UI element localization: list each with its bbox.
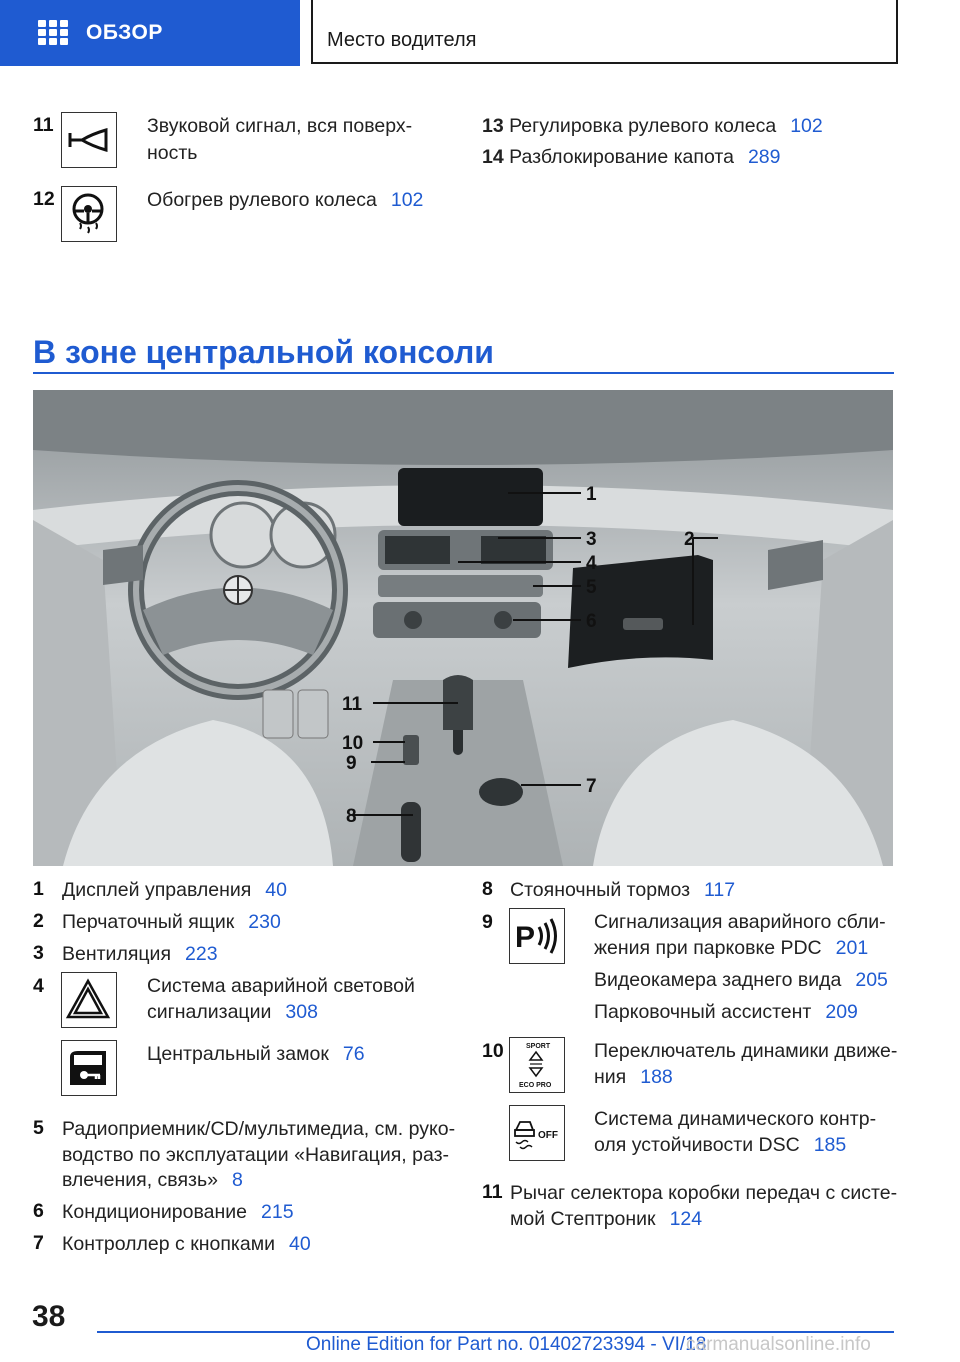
- section-title: Место водителя: [327, 29, 477, 51]
- legend-item: Центральный замок 76: [147, 1043, 365, 1065]
- page-link[interactable]: 209: [825, 1001, 858, 1023]
- page-link[interactable]: 188: [640, 1066, 673, 1088]
- legend-number: 11: [482, 1181, 503, 1203]
- callout-5: 5: [586, 577, 597, 598]
- legend-item: Контроллер с кнопками 40: [62, 1233, 311, 1255]
- page-link[interactable]: 308: [285, 1001, 318, 1023]
- item-number: 11: [33, 114, 54, 136]
- legend-item-line: Радиоприемник/CD/мультимедиа, см. руко-: [62, 1118, 456, 1140]
- page-link[interactable]: 205: [855, 969, 888, 991]
- legend-item: ния 188: [594, 1066, 673, 1088]
- svg-text:ECO PRO: ECO PRO: [519, 1082, 552, 1089]
- hazard-warning-icon: [61, 972, 117, 1028]
- callout-2: 2: [684, 529, 695, 550]
- section-header: [311, 0, 898, 64]
- legend-item-line: Рычаг селектора коробки передач с систе-: [510, 1182, 898, 1204]
- page-number: 38: [32, 1300, 66, 1333]
- legend-item: Видеокамера заднего вида 205: [594, 969, 888, 991]
- legend-item-line: Переключатель динамики движе-: [594, 1040, 898, 1062]
- item-text: Обогрев рулевого колеса 102: [147, 189, 424, 211]
- legend-item: Дисплей управления 40: [62, 879, 287, 901]
- legend-number: 3: [33, 942, 44, 964]
- page-link[interactable]: 40: [289, 1233, 311, 1255]
- legend-number: 9: [482, 911, 493, 933]
- item-number: 14: [482, 146, 504, 168]
- page-link[interactable]: 223: [185, 943, 218, 965]
- callout-11: 11: [342, 694, 363, 715]
- legend-item: мой Стептроник 124: [510, 1208, 703, 1230]
- horn-icon: [61, 112, 117, 168]
- callout-1: 1: [586, 484, 597, 505]
- legend-number: 10: [482, 1040, 504, 1062]
- driving-mode-icon: [509, 1037, 565, 1093]
- callout-3: 3: [586, 529, 597, 550]
- callout-6: 6: [586, 611, 597, 632]
- item-text: 13 Регулировка рулевого колеса 102: [482, 115, 823, 137]
- heading-rule: [33, 372, 894, 374]
- legend-number: 1: [33, 878, 44, 900]
- center-console-illustration: [33, 390, 893, 866]
- callout-8: 8: [346, 806, 357, 827]
- svg-text:P: P: [515, 921, 536, 954]
- legend-item: Кондиционирование 215: [62, 1201, 294, 1223]
- item-text-line: ность: [147, 142, 198, 164]
- legend-item-line: Система динамического контр-: [594, 1108, 877, 1130]
- callout-9: 9: [346, 753, 357, 774]
- footer-rule: [97, 1331, 894, 1333]
- legend-item: оля устойчивости DSC 185: [594, 1134, 847, 1156]
- page-link[interactable]: 185: [813, 1134, 847, 1156]
- legend-number: 2: [33, 910, 44, 932]
- legend-item: Перчаточный ящик 230: [62, 911, 281, 933]
- page-link[interactable]: 289: [747, 146, 781, 168]
- callout-7: 7: [586, 776, 597, 797]
- legend-item-line: водство по эксплуатации «Навигация, раз-: [62, 1144, 450, 1166]
- legend-item: влечения, связь» 8: [62, 1169, 243, 1191]
- item-text: 14 Разблокирование капота 289: [482, 146, 781, 168]
- page-link[interactable]: 102: [390, 189, 424, 211]
- legend-number: 5: [33, 1117, 44, 1139]
- svg-text:OFF: OFF: [538, 1130, 558, 1141]
- central-lock-icon: [61, 1040, 117, 1096]
- legend-item: Парковочный ассистент 209: [594, 1001, 858, 1023]
- legend-item: сигнализации 308: [147, 1001, 318, 1023]
- page-link[interactable]: 124: [669, 1208, 703, 1230]
- page-link[interactable]: 230: [248, 911, 281, 933]
- legend-number: 7: [33, 1232, 44, 1254]
- steering-heat-icon: [61, 186, 117, 242]
- item-number: 12: [33, 188, 55, 210]
- overview-tab[interactable]: [0, 0, 300, 66]
- page-link[interactable]: 76: [342, 1043, 365, 1065]
- page-link[interactable]: 8: [231, 1169, 243, 1191]
- callout-10: 10: [342, 733, 364, 754]
- legend-item-line: Сигнализация аварийного сбли-: [594, 911, 886, 933]
- park-distance-icon: [509, 908, 565, 964]
- page-link[interactable]: 117: [704, 879, 736, 901]
- legend-number: 8: [482, 878, 493, 900]
- svg-text:SPORT: SPORT: [526, 1043, 551, 1050]
- page-link[interactable]: 201: [835, 937, 869, 959]
- watermark: carmanualsonline.info: [686, 1334, 871, 1355]
- legend-item: Стояночный тормоз 117: [510, 879, 736, 901]
- legend-item-line: Система аварийной световой: [147, 975, 415, 997]
- legend-number: 6: [33, 1200, 44, 1222]
- page-link[interactable]: 215: [261, 1201, 294, 1223]
- legend-number: 4: [33, 975, 44, 997]
- grid-menu-icon: [38, 20, 68, 46]
- section-heading: В зоне центральной консоли: [33, 334, 494, 370]
- page-link[interactable]: 102: [790, 115, 823, 137]
- legend-item: Вентиляция 223: [62, 943, 218, 965]
- page-link[interactable]: 40: [265, 879, 287, 901]
- callout-4: 4: [586, 553, 597, 574]
- item-number: 13: [482, 115, 504, 137]
- edition-info: Online Edition for Part no. 01402723394 - VI/18: [306, 1334, 707, 1355]
- overview-tab-label: ОБЗОР: [86, 21, 163, 44]
- dsc-off-icon: [509, 1105, 565, 1161]
- item-text-line: Звуковой сигнал, вся поверх-: [147, 115, 413, 137]
- legend-item: жения при парковке PDC 201: [594, 937, 869, 959]
